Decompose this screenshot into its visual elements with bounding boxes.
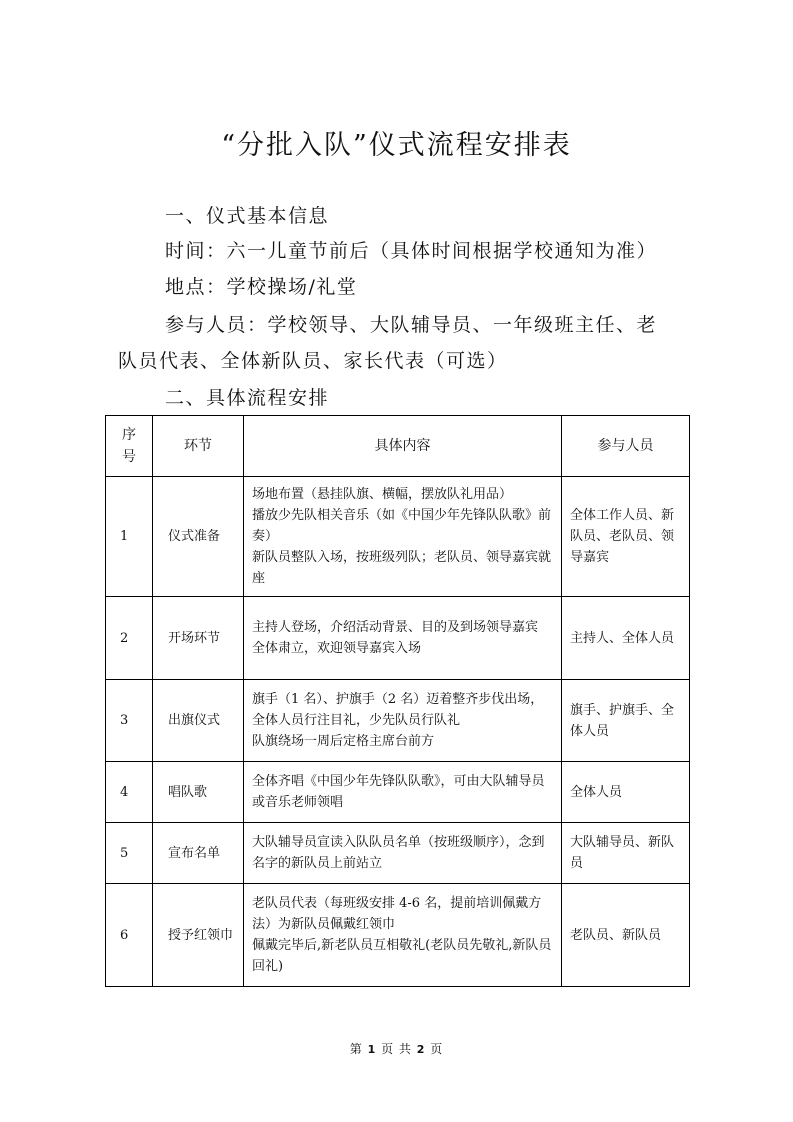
header-no-line2: 号	[122, 449, 136, 465]
cell-content	[244, 884, 562, 987]
cell-content	[244, 597, 562, 680]
table-row	[106, 823, 690, 884]
cell-people: 全体人员	[562, 762, 690, 823]
cell-content	[244, 762, 562, 823]
content-line: 新队员整队入场，按班级列队；老队员、领导嘉宾就座	[252, 550, 552, 586]
header-content: 具体内容	[244, 416, 562, 477]
cell-step: 出旗仪式	[153, 680, 244, 762]
content-line: 旗手（1 名）、护旗手（2 名）迈着整齐步伐出场，全体人员行注目礼，少先队员行队礼	[252, 692, 544, 728]
footer-suffix: 页	[430, 1042, 444, 1056]
content-line: 场地布置（悬挂队旗、横幅，摆放队礼用品）	[252, 487, 513, 502]
cell-step: 授予红领巾	[153, 884, 244, 987]
cell-people: 主持人、全体人员	[562, 597, 690, 680]
cell-no: 4	[106, 762, 153, 823]
time-text: 时间：六一儿童节前后（具体时间根据学校通知为准）	[165, 240, 658, 262]
section-heading-basic-info	[118, 198, 678, 234]
cell-content	[244, 823, 562, 884]
content-line: 老队员代表（每班级安排 4-6 名，提前培训佩戴方法）为新队员佩戴红领巾	[252, 896, 542, 932]
content-line: 队旗绕场一周后定格主席台前方	[252, 734, 435, 749]
cell-no: 5	[106, 823, 153, 884]
cell-no: 2	[106, 597, 153, 680]
cell-no: 1	[106, 477, 153, 597]
place-line	[118, 269, 678, 305]
cell-content	[244, 680, 562, 762]
cell-no: 3	[106, 680, 153, 762]
document-title: “分批入队”仪式流程安排表	[221, 130, 572, 161]
cell-people: 旗手、护旗手、全体人员	[562, 680, 690, 762]
cell-step: 唱队歌	[153, 762, 244, 823]
participants-text-1: 参与人员：学校领导、大队辅导员、一年级班主任、老	[165, 314, 658, 336]
cell-people: 老队员、新队员	[562, 884, 690, 987]
table-row	[106, 597, 690, 680]
content-line: 主持人登场，介绍活动背景、目的及到场领导嘉宾	[252, 620, 539, 635]
cell-step: 宣布名单	[153, 823, 244, 884]
cell-people: 全体工作人员、新队员、老队员、领导嘉宾	[562, 477, 690, 597]
table-body	[106, 477, 690, 987]
header-no-line1: 序	[122, 427, 136, 443]
content-line: 全体齐唱《中国少年先锋队队歌》，可由大队辅导员或音乐老师领唱	[252, 774, 545, 810]
header-step: 环节	[153, 416, 244, 477]
footer-prefix: 第	[349, 1042, 363, 1056]
participants-line	[118, 307, 678, 343]
cell-no: 6	[106, 884, 153, 987]
time-line	[118, 233, 678, 269]
content-line: 全体肃立，欢迎领导嘉宾入场	[252, 641, 422, 656]
content-line: 播放少先队相关音乐（如《中国少年先锋队队歌》前奏）	[252, 508, 552, 544]
flow-table	[105, 415, 690, 987]
table-row	[106, 884, 690, 987]
participants-text-2: 队员代表、全体新队员、家长代表（可选）	[118, 350, 508, 372]
footer-total-pages: 2	[416, 1043, 426, 1056]
cell-content	[244, 477, 562, 597]
place-text: 地点：学校操场/礼堂	[165, 276, 358, 298]
cell-people: 大队辅导员、新队员	[562, 823, 690, 884]
cell-step: 开场环节	[153, 597, 244, 680]
content-line: 佩戴完毕后,新老队员互相敬礼(老队员先敬礼,新队员回礼)	[252, 938, 552, 974]
table-header-row	[106, 416, 690, 477]
header-no	[106, 416, 153, 477]
footer-mid: 页 共	[381, 1042, 412, 1056]
participants-line-cont	[118, 343, 678, 379]
cell-step: 仪式准备	[153, 477, 244, 597]
flow-heading-text: 二、具体流程安排	[165, 387, 330, 409]
basic-info-heading-text: 一、仪式基本信息	[165, 205, 330, 227]
table-row	[106, 477, 690, 597]
page-footer	[0, 1040, 793, 1057]
table-row	[106, 762, 690, 823]
content-line: 大队辅导员宣读入队队员名单（按班级顺序），念到名字的新队员上前站立	[252, 835, 545, 871]
table-row	[106, 680, 690, 762]
section-heading-flow	[118, 380, 678, 416]
header-people: 参与人员	[562, 416, 690, 477]
footer-page-number: 1	[367, 1043, 377, 1056]
